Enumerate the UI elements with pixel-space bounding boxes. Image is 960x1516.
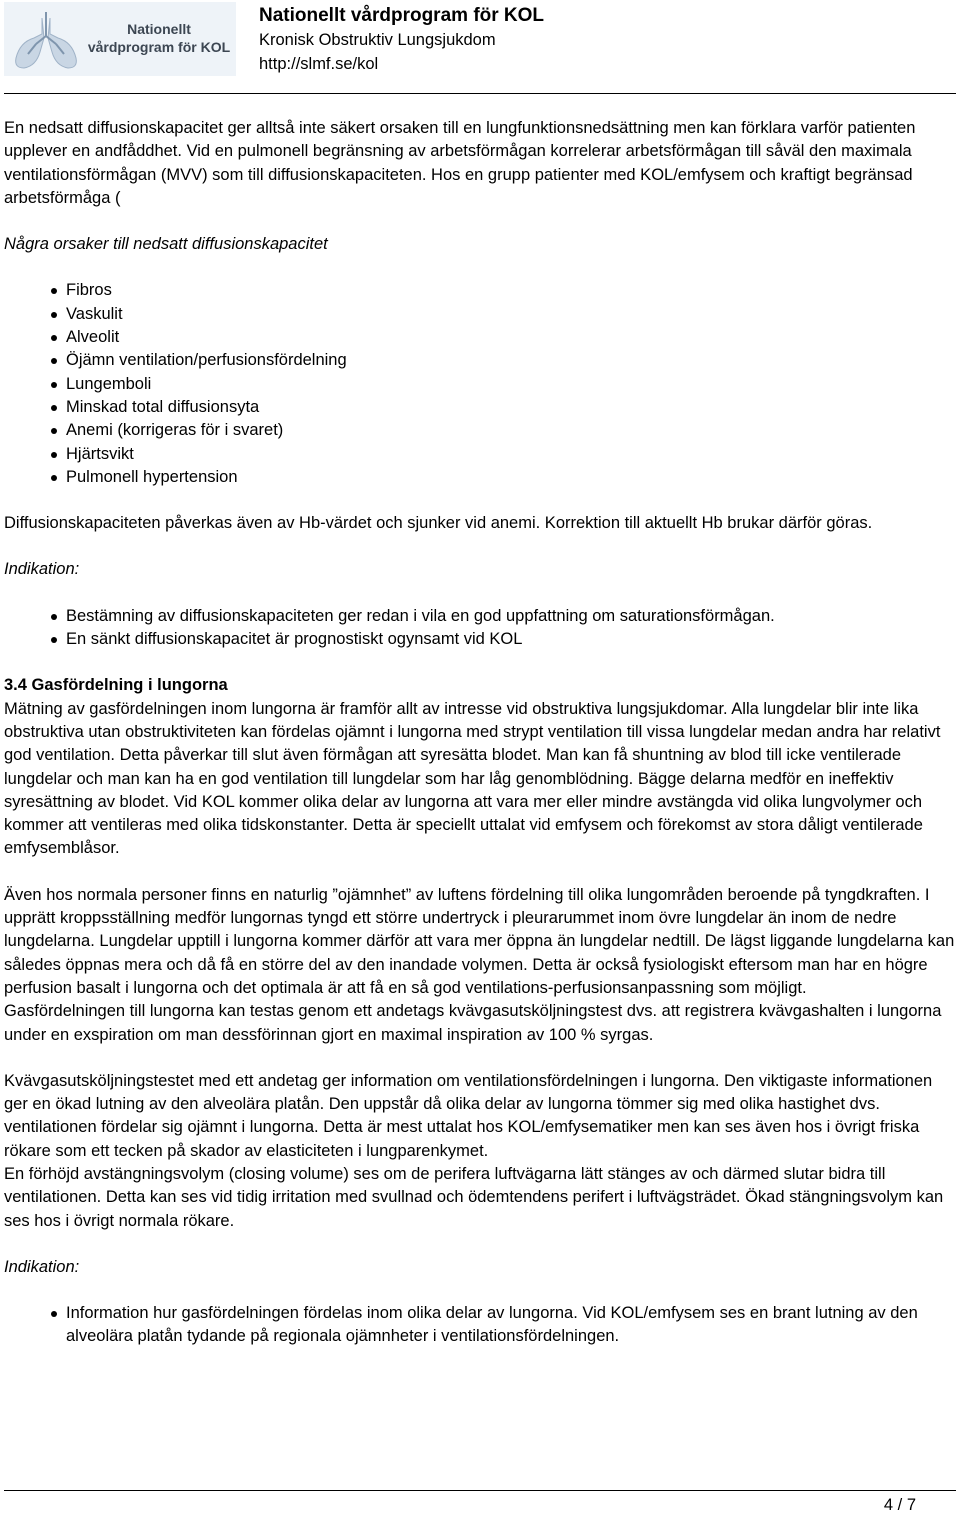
logo-line-2: vårdprogram för KOL [87, 39, 231, 55]
logo-line-1: Nationellt [127, 21, 191, 37]
list-item: Pulmonell hypertension [66, 466, 956, 489]
paragraph-3: Mätning av gasfördelningen inom lungorna är framför allt av intresse vid obstruktiva lungsjukdomar. Alla lungdelar blir inte lika obstruktiva utan obstruktiviteten kan fördelas ojämnt i lungorna med strypt ventilation till vissa lungdelar medan andra har relativt god ventilation. Detta påverkar till slut även förmågan att syresätta blodet. Man kan få shuntning av blod till icke ventilerade lungdelar och man kan ha en god ventilation till lungdelar som har låg genomblödning. Bägge delarna medför en ineffektiv syresättning av blodet. Vid KOL kommer olika delar av lungorna att vara mer eller mindre avstängda vid olika lungvolymer och kommer att ventileras med olika tidskonstanter. Detta är speciellt uttalat vid emfysem och förekomst av stora dåligt ventilerade emfysemblåsor. [4, 699, 941, 858]
paragraph-5: Gasfördelningen till lungorna kan testas genom ett andetags kvävgasutsköljningstest dvs. att registrera kvävgashalten i lungorna under en exspiration om man dessförinnan gjort en maximal inspiration av 100 % syrgas. [4, 1002, 942, 1044]
list-item: En sänkt diffusionskapacitet är prognostiskt ogynsamt vid KOL [66, 628, 956, 651]
paragraph-1: En nedsatt diffusionskapacitet ger alltså inte säkert orsaken till en lungfunktionsnedsättning men kan förklara varför patienten upplever en andfåddhet. Vid en pulmonell begränsning av arbetsförmågan korrelerar arbetsförmågan till såväl den maximala ventilationsförmågan (MVV) som till diffusionskapaciteten. Hos en grupp patienter med KOL/emfysem och kraftigt begränsad arbetsförmåga ( [4, 119, 916, 207]
section-title: Gasfördelning i lungorna [31, 676, 228, 695]
indikation-label-1: Indikation: [4, 560, 80, 579]
list-item: Information hur gasfördelningen fördelas inom olika delar av lungorna. Vid KOL/emfysem ses en brant lutning av den alveolära platån tydande på regionala ojämnheter i ventilationsfördelningen. [66, 1302, 956, 1349]
section-heading [4, 674, 956, 697]
list-item: Anemi (korrigeras för i svaret) [66, 419, 956, 442]
causes-list [4, 279, 956, 489]
paragraph-2: Diffusionskapaciteten påverkas även av Hb-värdet och sjunker vid anemi. Korrektion till aktuellt Hb brukar därför göras. [4, 514, 873, 533]
footer-divider [4, 1490, 956, 1491]
lungs-icon [8, 8, 84, 72]
logo-text [86, 20, 232, 56]
page-header [0, 0, 960, 80]
paragraph-4: Även hos normala personer finns en naturlig ”ojämnhet” av luftens fördelning till olika lungområden beroende på tyngdkraften. I upprätt kroppsställning medför lungornas tyngd ett större undertryck i pleurarummet inom övre lungdelar än inom de nedre lungdelarna. Lungdelar upptill i lungorna kommer därför att vara mer öppna än lungdelar nedtill. De lägst liggande lungdelarna kan således öppnas mera och då få en större del av den inandade volymen. Detta är också fysiologiskt eftersom man har en högre perfusion basalt i lungorna och det optimala är att få en så god ventilations-perfusionsanpassning som möjligt. [4, 885, 955, 997]
list-item: Fibros [66, 279, 956, 302]
list-item: Alveolit [66, 326, 956, 349]
header-title: Nationellt vårdprogram för KOL [259, 5, 545, 26]
header-url[interactable]: http://slmf.se/kol [259, 55, 379, 73]
list-item: Hjärtsvikt [66, 443, 956, 466]
list-item: Öjämn ventilation/perfusionsfördelning [66, 349, 956, 372]
header-subtitle: Kronisk Obstruktiv Lungsjukdom [259, 31, 496, 49]
list-item: Bestämning av diffusionskapaciteten ger redan i vila en god uppfattning om saturationsförmågan. [66, 605, 956, 628]
section-number: 3.4 [4, 676, 27, 695]
document-body [4, 117, 956, 1349]
paragraph-7: En förhöjd avstängningsvolym (closing volume) ses om de perifera luftvägarna lätt stänges av och därmed slutar bidra till ventilationen. Detta kan ses vid tidig irritation med svullnad och ödemtendens perifert i luftvägsträdet. Ökad stängningsvolym kan ses hos i övrigt normala rökare. [4, 1164, 944, 1230]
list-item: Lungemboli [66, 373, 956, 396]
indikation-label-2: Indikation: [4, 1257, 80, 1276]
indikation-list-2 [4, 1302, 956, 1349]
page-number: 4 / 7 [883, 1496, 916, 1514]
logo [4, 2, 236, 76]
paragraph-6: Kvävgasutsköljningstestet med ett andetag ger information om ventilationsfördelningen i lungorna. Den viktigaste informationen ger en ökad lutning av den alveolära platån. Den uppstår då olika delar av lungorna tömmer sig med olika hastighet dvs. ventilationen fördelar sig ojämnt i lungorna. Detta är mest uttalat hos KOL/emfysematiker men kan ses även hos i övrigt friska rökare som ett tecken på skador av elasticiteten i lungparenkymet. [4, 1071, 933, 1160]
list-item: Vaskulit [66, 303, 956, 326]
header-divider [4, 93, 956, 94]
indikation-list-1 [4, 605, 956, 652]
list-item: Minskad total diffusionsyta [66, 396, 956, 419]
causes-heading: Några orsaker till nedsatt diffusionskapacitet [4, 235, 328, 254]
